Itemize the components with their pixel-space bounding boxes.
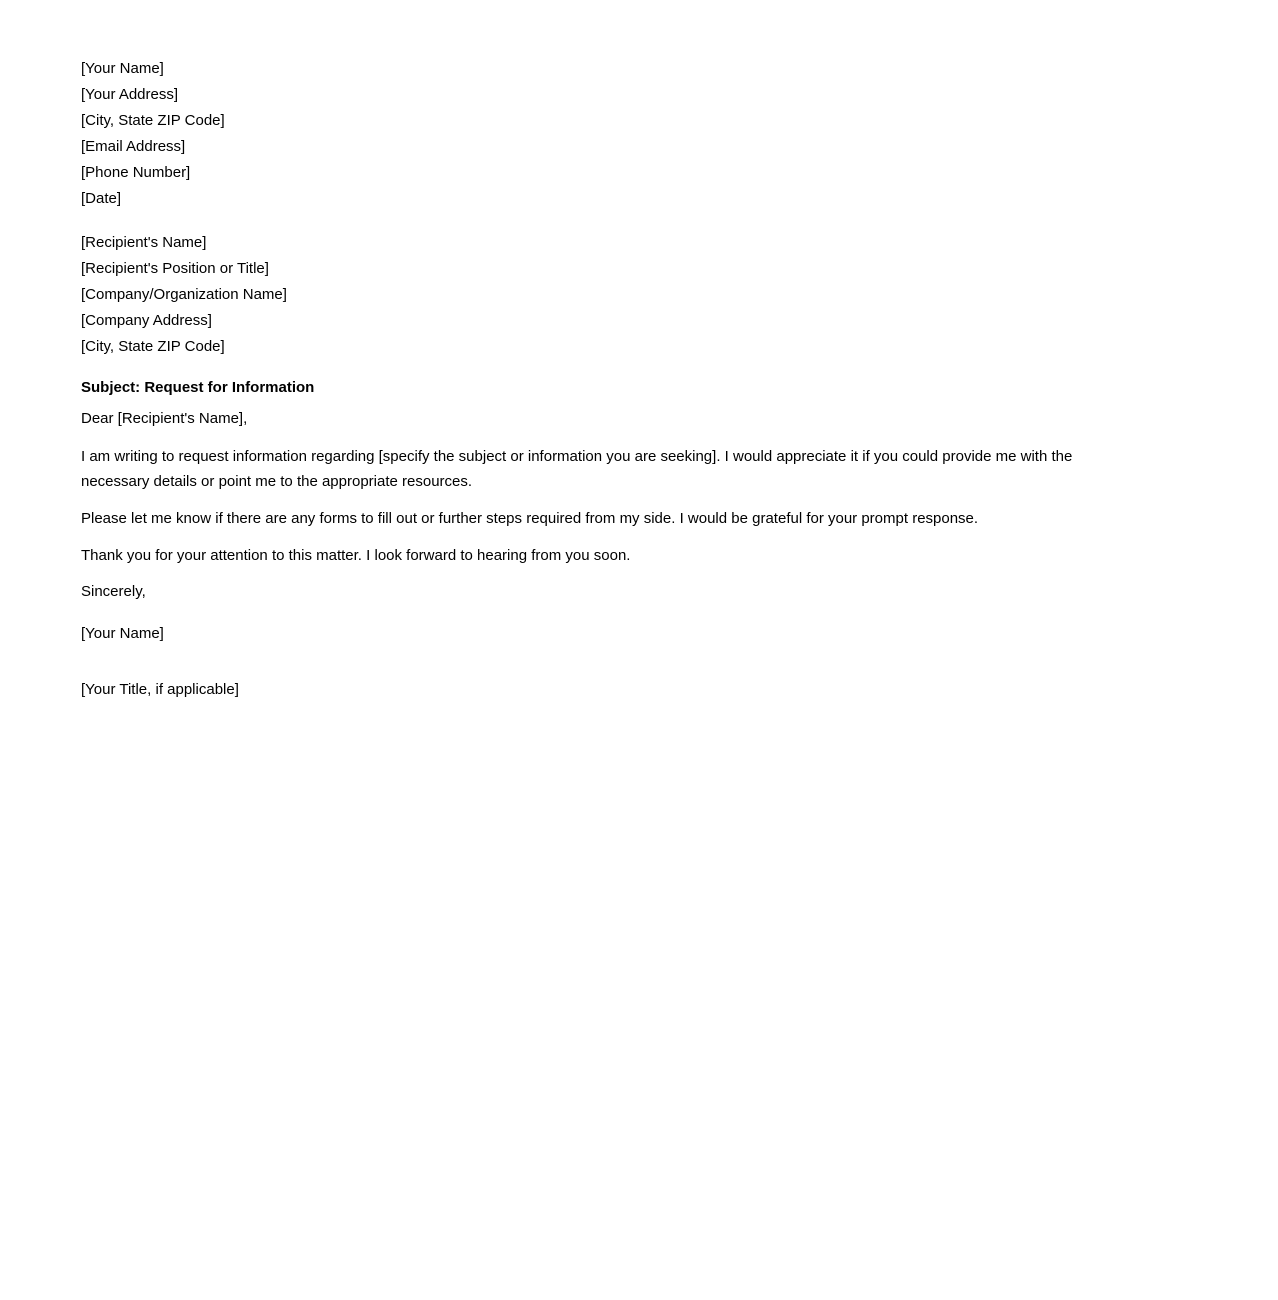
sender-line-date: [Date] [81,190,122,207]
salutation-line: Dear [Recipient's Name], [81,410,248,427]
sender-address-block [81,56,1143,212]
sender-line-phone: [Phone Number] [81,164,191,181]
body-paragraph-1: I am writing to request information regarding [specify the subject or information you are seeking]. I would appreciate it if you could provide me with the necessary details or point me to the appropriate resources. [81,448,1073,490]
signature-name: [Your Name] [81,625,164,642]
recipient-address-block [81,230,1143,360]
subject-line: Subject: Request for Information [81,379,315,396]
sender-line-name: [Your Name] [81,60,164,77]
recipient-line-name: [Recipient's Name] [81,234,207,251]
recipient-line-company-address: [Company Address] [81,312,212,329]
letter-body [81,56,1143,703]
sender-line-email: [Email Address] [81,138,186,155]
address-block-spacer [81,212,1143,230]
body-paragraph-3: Thank you for your attention to this matter. I look forward to hearing from you soon. [81,547,631,564]
sender-line-address: [Your Address] [81,86,179,103]
body-paragraph-2: Please let me know if there are any forms to fill out or further steps required from my side. I would be grateful for your prompt response. [81,510,979,527]
closing-line: Sincerely, [81,583,146,600]
recipient-line-company: [Company/Organization Name] [81,286,287,303]
signature-title: [Your Title, if applicable] [81,681,239,698]
recipient-line-position: [Recipient's Position or Title] [81,260,269,277]
sender-line-city-state-zip: [City, State ZIP Code] [81,112,225,129]
recipient-line-city-state-zip: [City, State ZIP Code] [81,338,225,355]
